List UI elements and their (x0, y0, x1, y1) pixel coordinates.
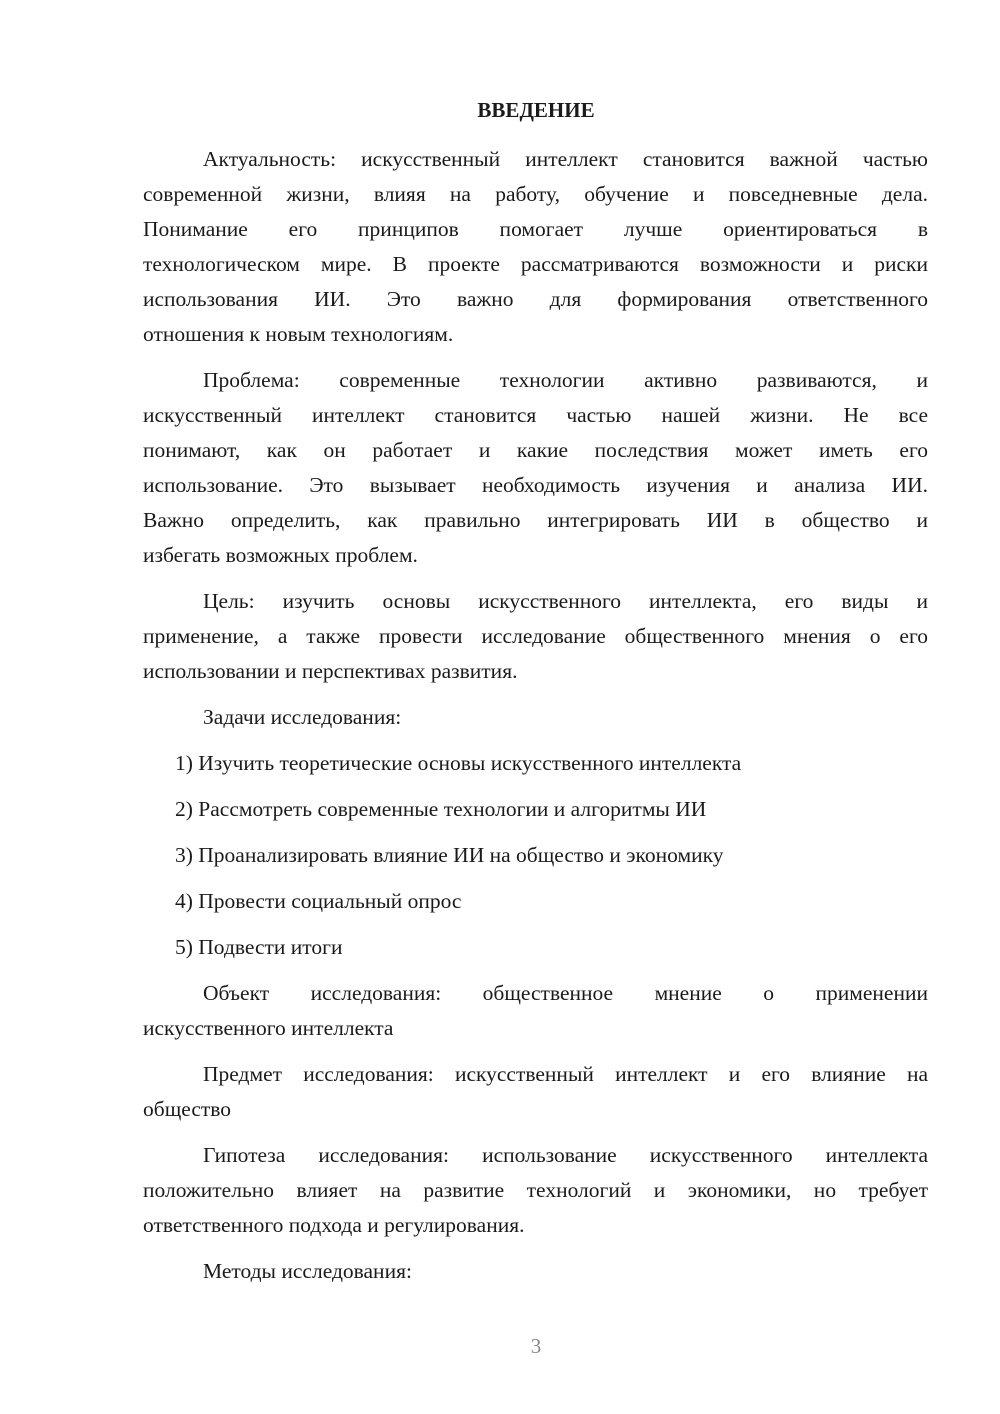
page-title: ВВЕДЕНИЕ (477, 98, 595, 122)
text-line: Гипотеза исследования: использование искусственного интеллекта (203, 1143, 928, 1167)
text-line: Важно определить, как правильно интегрировать ИИ в общество и (143, 508, 928, 532)
list-item (143, 930, 928, 965)
text-line: использование. Это вызывает необходимость изучения и анализа ИИ. (143, 473, 928, 497)
text-line: технологическом мире. В проекте рассматриваются возможности и риски (143, 252, 928, 276)
paragraph (143, 700, 928, 735)
list-item (143, 792, 928, 827)
text-line: использовании и перспективах развития. (143, 659, 518, 683)
paragraph (143, 363, 928, 573)
text-line: современной жизни, влияя на работу, обучение и повседневные дела. (143, 182, 928, 206)
text-line: Цель: изучить основы искусственного интеллекта, его виды и (203, 589, 928, 613)
text-line: Понимание его принципов помогает лучше ориентироваться в (143, 217, 928, 241)
paragraph (143, 584, 928, 689)
list-item (143, 838, 928, 873)
text-line: Задачи исследования: (203, 705, 402, 729)
text-line: использования ИИ. Это важно для формирования ответственного (143, 287, 928, 311)
text-line: искусственного интеллекта (143, 1016, 394, 1040)
text-line: 1) Изучить теоретические основы искусственного интеллекта (175, 751, 742, 775)
text-line: применение, а также провести исследование общественного мнения о его (143, 624, 928, 648)
text-line: Методы исследования: (203, 1259, 412, 1283)
text-line: 4) Провести социальный опрос (175, 889, 462, 913)
text-line: ответственного подхода и регулирования. (143, 1213, 525, 1237)
list-item (143, 884, 928, 919)
text-line: положительно влияет на развитие технологий и экономики, но требует (143, 1178, 928, 1202)
page-number: 3 (530, 1334, 542, 1358)
paragraph (143, 1057, 928, 1127)
paragraph (143, 1254, 928, 1289)
text-line: отношения к новым технологиям. (143, 322, 454, 346)
paragraph (143, 976, 928, 1046)
text-line: 3) Проанализировать влияние ИИ на общество и экономику (175, 843, 724, 867)
text-line: искусственный интеллект становится частью нашей жизни. Не все (143, 403, 928, 427)
text-line: Объект исследования: общественное мнение о применении (203, 981, 928, 1005)
paragraph (143, 142, 928, 352)
document-body (143, 142, 928, 1300)
text-line: 2) Рассмотреть современные технологии и алгоритмы ИИ (175, 797, 707, 821)
text-line: избегать возможных проблем. (143, 543, 418, 567)
text-line: Актуальность: искусственный интеллект становится важной частью (203, 147, 928, 171)
paragraph (143, 1138, 928, 1243)
text-line: 5) Подвести итоги (175, 935, 343, 959)
text-line: Предмет исследования: искусственный интеллект и его влияние на (203, 1062, 928, 1086)
text-line: понимают, как он работает и какие последствия может иметь его (143, 438, 928, 462)
text-line: общество (143, 1097, 232, 1121)
list-item (143, 746, 928, 781)
text-line: Проблема: современные технологии активно развиваются, и (203, 368, 928, 392)
